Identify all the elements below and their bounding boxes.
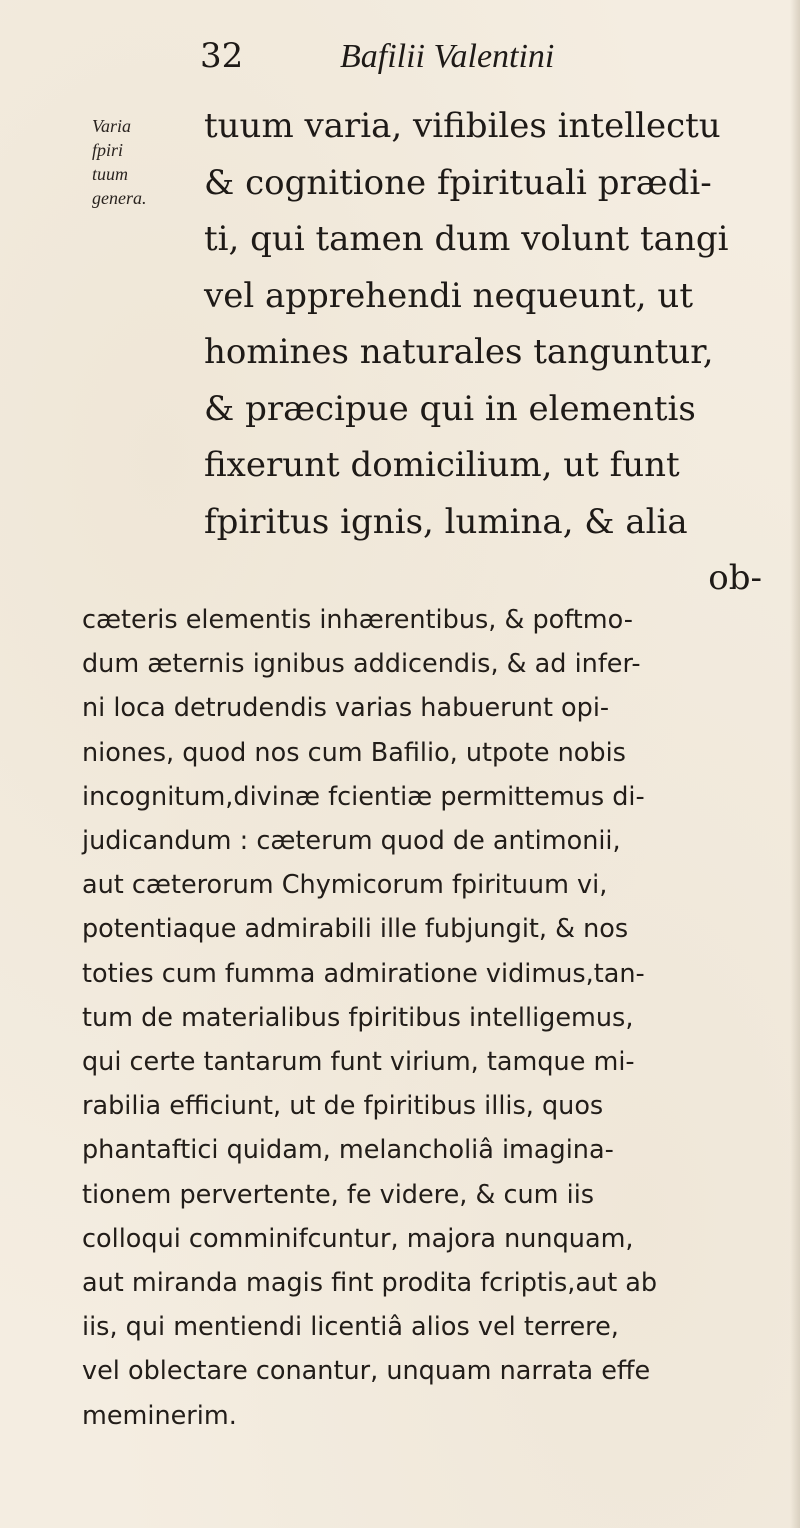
text-line: aut miranda magis fint prodita fcriptis,aut ab (82, 1268, 658, 1299)
margin-note-line: genera. (92, 188, 147, 208)
text-line: incognitum,divinæ fcientiæ permittemus di- (82, 781, 645, 812)
text-line: phantaftici quidam, melancholiâ imagina- (82, 1135, 614, 1166)
text-line: meminerim. (82, 1400, 237, 1431)
page-number: 32 (200, 36, 244, 76)
running-head: Bafilii Valentini (340, 38, 555, 75)
text-line: fpiritus ignis, lumina, & alia (204, 501, 688, 542)
page-edge-shadow (790, 0, 800, 1528)
text-line: tum de materialibus fpiritibus intelligemus, (82, 1002, 634, 1033)
margin-note (92, 114, 190, 210)
text-line: tionem pervertente, fe videre, & cum iis (82, 1179, 595, 1210)
text-line: aut cæterorum Chymicorum fpirituum vi, (82, 870, 608, 901)
margin-note-line: Varia (92, 116, 132, 136)
text-line: cæteris elementis inhærentibus, & poftmo- (82, 605, 633, 635)
text-line: ni loca detrudendis varias habuerunt opi- (82, 693, 610, 724)
text-line: & præcipue qui in elementis (204, 388, 696, 429)
main-text-block (204, 98, 764, 607)
text-line: tuum varia, vifibiles intellectu (204, 106, 721, 146)
page-header (190, 36, 710, 92)
text-line: vel oblectare conantur, unquam narrata effe (82, 1356, 651, 1387)
margin-note-line: tuum (92, 164, 128, 184)
text-line: dum æternis ignibus addicendis, & ad infer- (82, 649, 641, 680)
text-line: fixerunt domicilium, ut funt (204, 445, 680, 485)
margin-note-line: fpiri (92, 140, 124, 160)
text-line: toties cum fumma admiratione vidimus,tan- (82, 958, 645, 989)
commentary-text-block (82, 598, 772, 1438)
text-line: rabilia efficiunt, ut de fpiritibus illis, quos (82, 1091, 604, 1122)
catchword: ob- (708, 558, 762, 598)
text-line: & cognitione fpirituali prædi- (204, 162, 712, 203)
text-line: potentiaque admirabili ille fubjungit, & nos (82, 914, 629, 945)
text-line: vel apprehendi nequeunt, ut (204, 275, 693, 316)
text-line: qui certe tantarum funt virium, tamque mi- (82, 1047, 635, 1078)
text-line: ti, qui tamen dum volunt tangi (204, 219, 729, 259)
text-line: colloqui comminifcuntur, majora nunquam, (82, 1223, 634, 1254)
text-line: iis, qui mentiendi licentiâ alios vel terrere, (82, 1312, 619, 1343)
text-line: homines naturales tanguntur, (204, 332, 714, 372)
text-line: judicandum : cæterum quod de antimonii, (82, 826, 621, 857)
text-line: niones, quod nos cum Bafilio, utpote nobis (82, 737, 626, 768)
